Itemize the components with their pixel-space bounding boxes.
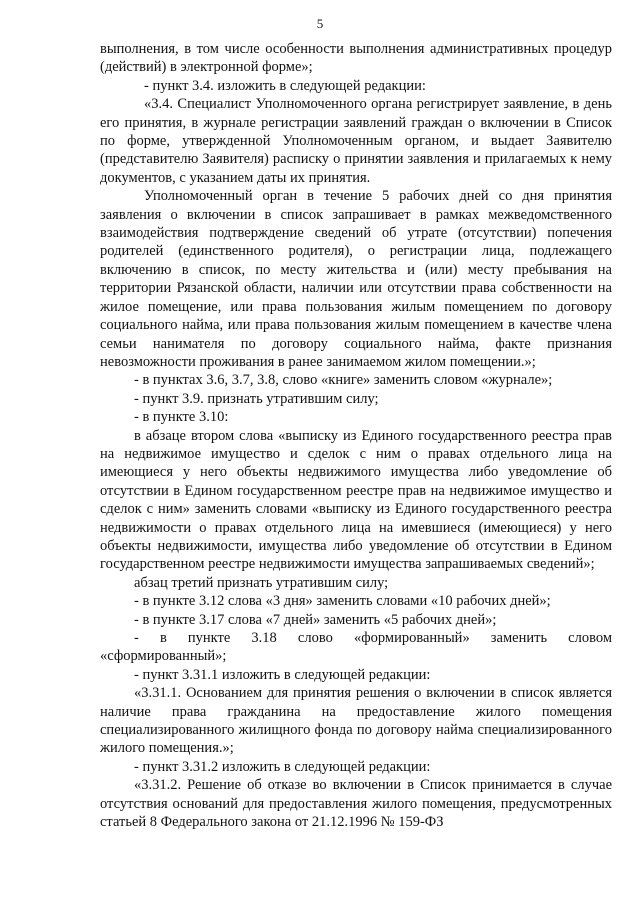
paragraph: «3.31.1. Основанием для принятия решения о включении в список является наличие права гражданина на предоставление жилого помещения специализированного жилищного фонда по договору найма специализированного жилого помещения.»; <box>100 685 612 757</box>
paragraph: «3.31.2. Решение об отказе во включении в Список принимается в случае отсутствия оснований для предоставления жилого помещения, предусмотренных статьей 8 Федерального закона от 21.12.1996 № 159-ФЗ <box>100 777 612 831</box>
paragraph: выполнения, в том числе особенности выполнения административных процедур (действий) в электронной форме»; <box>100 41 612 76</box>
paragraph: «3.4. Специалист Уполномоченного органа регистрирует заявление, в день его принятия, в журнале регистрации заявлений граждан о включении в Список по форме, утвержденной Уполномоченным органом, и выдает Заявителю (представителю Заявителя) расписку о принятии заявления и прилагаемых к нему документов, с указанием даты их принятия. <box>100 96 612 186</box>
document-body <box>100 40 612 831</box>
paragraph: - пункт 3.9. признать утратившим силу; <box>134 390 379 407</box>
page-number: 5 <box>316 16 324 31</box>
paragraph: - пункт 3.4. изложить в следующей редакции: <box>144 77 426 94</box>
paragraph: - в пункте 3.12 слова «3 дня» заменить словами «10 рабочих дней»; <box>134 593 551 610</box>
paragraph: абзац третий признать утратившим силу; <box>134 574 389 591</box>
paragraph: - в пунктах 3.6, 3.7, 3.8, слово «книге» заменить словом «журнале»; <box>134 372 553 389</box>
paragraph: - пункт 3.31.1 изложить в следующей редакции: <box>134 666 431 683</box>
paragraph: - в пункте 3.17 слова «7 дней» заменить «5 рабочих дней»; <box>134 611 497 628</box>
paragraph: - в пункте 3.18 слово «формированный» заменить словом «сформированный»; <box>100 630 612 665</box>
paragraph: Уполномоченный орган в течение 5 рабочих дней со дня принятия заявления о включении в список запрашивает в рамках межведомственного взаимодействия подтверждение сведений об утрате (отсутствии) попечения родителей (единственного родителя), о регистрации лица, подлежащего включению в список, по месту жительства и (или) месту пребывания на территории Рязанской области, наличии или отсутствии права собственности на жилое помещение, или права пользования жилым помещением по договору социального найма, или права пользования жилым помещением в качестве члена семьи нанимателя по договору социального найма, факте признания невозможности проживания в ранее занимаемом жилом помещении.»; <box>100 188 612 370</box>
paragraph: - в пункте 3.10: <box>134 409 229 426</box>
paragraph: - пункт 3.31.2 изложить в следующей редакции: <box>134 758 431 775</box>
paragraph: в абзаце втором слова «выписку из Единого государственного реестра прав на недвижимое имущество и сделок с ним о правах отдельного лица на имеющиеся у него объекты недвижимого имущества либо уведомление об отсутствии в Едином государственном реестре прав на недвижимое имущество и сделок с ним» заменить словами «выписку из Единого государственного реестра недвижимости о правах отдельного лица на имевшиеся (имеющиеся) у него объекты недвижимости, имущества либо уведомление об отсутствии в Едином государственном реестре недвижимости имущества запрашиваемых сведений»; <box>100 427 612 573</box>
